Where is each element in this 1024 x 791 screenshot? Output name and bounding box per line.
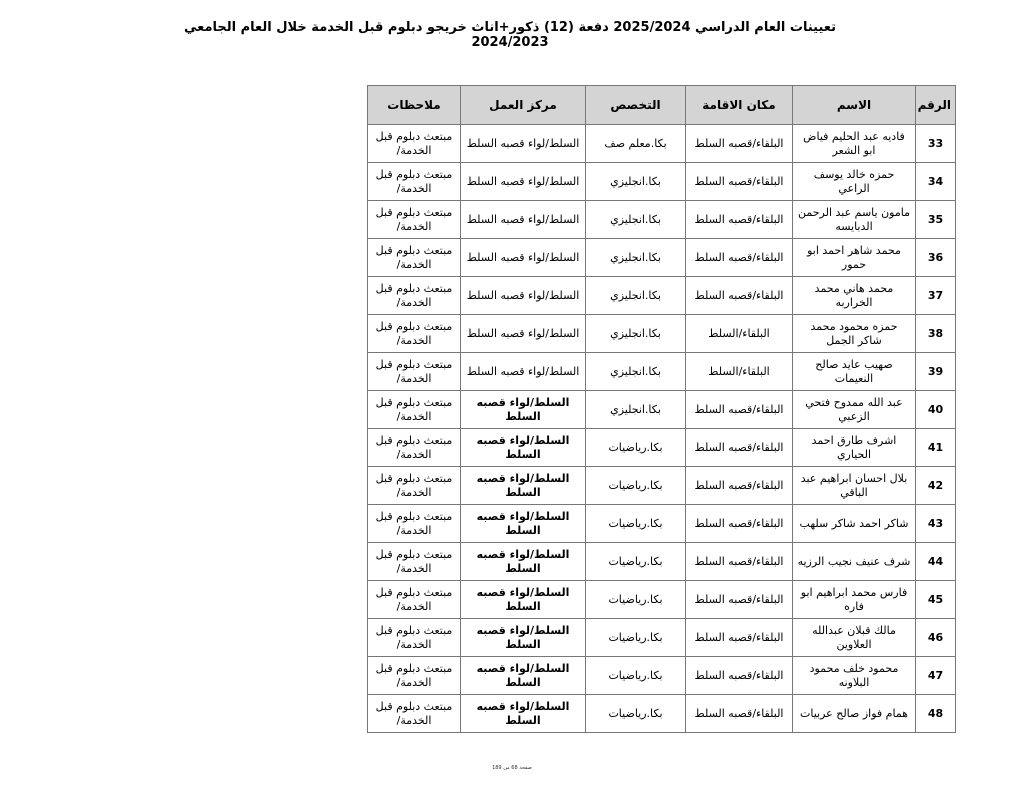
row-specialty: بكا.انجليزي	[586, 277, 686, 315]
row-number: 46	[916, 619, 956, 657]
row-name: عبد الله ممدوح فتحي الزعبي	[793, 391, 916, 429]
row-specialty: بكا.انجليزي	[586, 391, 686, 429]
row-specialty: بكا.انجليزي	[586, 163, 686, 201]
row-number: 47	[916, 657, 956, 695]
row-workplace: السلط/لواء قصبه السلط	[461, 581, 586, 619]
row-notes: مبتعث دبلوم قبل الخدمة/	[368, 429, 461, 467]
row-notes: مبتعث دبلوم قبل الخدمة/	[368, 695, 461, 733]
row-workplace: السلط/لواء قصبه السلط	[461, 163, 586, 201]
row-name: اشرف طارق احمد الحياري	[793, 429, 916, 467]
row-workplace: السلط/لواء قصبه السلط	[461, 201, 586, 239]
row-workplace: السلط/لواء قصبه السلط	[461, 125, 586, 163]
row-notes: مبتعث دبلوم قبل الخدمة/	[368, 619, 461, 657]
row-number: 40	[916, 391, 956, 429]
row-name: حمزه خالد يوسف الراعي	[793, 163, 916, 201]
row-notes: مبتعث دبلوم قبل الخدمة/	[368, 353, 461, 391]
row-name: صهيب عايد صالح النعيمات	[793, 353, 916, 391]
row-workplace: السلط/لواء قصبه السلط	[461, 277, 586, 315]
row-notes: مبتعث دبلوم قبل الخدمة/	[368, 391, 461, 429]
header-residence: مكان الاقامة	[686, 86, 793, 125]
row-notes: مبتعث دبلوم قبل الخدمة/	[368, 543, 461, 581]
row-specialty: بكا.انجليزي	[586, 315, 686, 353]
row-residence: البلقاء/قصبه السلط	[686, 125, 793, 163]
header-notes: ملاحظات	[368, 86, 461, 125]
row-number: 39	[916, 353, 956, 391]
row-residence: البلقاء/قصبه السلط	[686, 581, 793, 619]
row-specialty: بكا.انجليزي	[586, 201, 686, 239]
row-specialty: بكا.انجليزي	[586, 353, 686, 391]
row-residence: البلقاء/قصبه السلط	[686, 391, 793, 429]
row-notes: مبتعث دبلوم قبل الخدمة/	[368, 315, 461, 353]
table-row	[368, 657, 956, 695]
row-workplace: السلط/لواء قصبه السلط	[461, 353, 586, 391]
table-row	[368, 201, 956, 239]
row-residence: البلقاء/قصبه السلط	[686, 695, 793, 733]
row-name: مالك قبلان عبدالله العلاوين	[793, 619, 916, 657]
table-row	[368, 543, 956, 581]
header-workplace: مركز العمل	[461, 86, 586, 125]
table-row	[368, 353, 956, 391]
table-row	[368, 695, 956, 733]
row-specialty: بكا.رياضيات	[586, 429, 686, 467]
appointments-table	[367, 85, 956, 733]
row-specialty: بكا.رياضيات	[586, 543, 686, 581]
row-workplace: السلط/لواء قصبه السلط	[461, 543, 586, 581]
row-number: 35	[916, 201, 956, 239]
row-number: 45	[916, 581, 956, 619]
row-name: همام فواز صالح عربيات	[793, 695, 916, 733]
row-number: 37	[916, 277, 956, 315]
row-name: محمود خلف محمود البلاونه	[793, 657, 916, 695]
row-name: محمد شاهر احمد ابو حمور	[793, 239, 916, 277]
row-specialty: بكا.رياضيات	[586, 581, 686, 619]
row-number: 42	[916, 467, 956, 505]
row-name: شرف عنيف نجيب الرزيه	[793, 543, 916, 581]
row-workplace: السلط/لواء قصبه السلط	[461, 239, 586, 277]
table-row	[368, 277, 956, 315]
row-number: 38	[916, 315, 956, 353]
document-title: تعيينات العام الدراسي 2025/2024 دفعة (12) ذكور+اناث خريجو دبلوم قبل الخدمة خلال العام الجامعي 2024/2023	[184, 20, 836, 50]
row-residence: البلقاء/قصبه السلط	[686, 505, 793, 543]
row-workplace: السلط/لواء قصبه السلط	[461, 695, 586, 733]
table-row	[368, 391, 956, 429]
row-notes: مبتعث دبلوم قبل الخدمة/	[368, 657, 461, 695]
header-num: الرقم	[916, 86, 956, 125]
row-specialty: بكا.معلم صف	[586, 125, 686, 163]
row-name: فارس محمد ابراهيم ابو فاره	[793, 581, 916, 619]
row-residence: البلقاء/السلط	[686, 353, 793, 391]
row-residence: البلقاء/قصبه السلط	[686, 239, 793, 277]
row-residence: البلقاء/قصبه السلط	[686, 543, 793, 581]
table-row	[368, 619, 956, 657]
row-workplace: السلط/لواء قصبه السلط	[461, 391, 586, 429]
row-name: بلال احسان ابراهيم عبد الباقي	[793, 467, 916, 505]
header-name: الاسم	[793, 86, 916, 125]
row-workplace: السلط/لواء قصبه السلط	[461, 315, 586, 353]
row-residence: البلقاء/قصبه السلط	[686, 429, 793, 467]
row-name: حمزه محمود محمد شاكر الجمل	[793, 315, 916, 353]
row-residence: البلقاء/قصبه السلط	[686, 467, 793, 505]
row-residence: البلقاء/قصبه السلط	[686, 201, 793, 239]
row-specialty: بكا.رياضيات	[586, 467, 686, 505]
row-number: 43	[916, 505, 956, 543]
row-notes: مبتعث دبلوم قبل الخدمة/	[368, 239, 461, 277]
row-notes: مبتعث دبلوم قبل الخدمة/	[368, 467, 461, 505]
row-notes: مبتعث دبلوم قبل الخدمة/	[368, 125, 461, 163]
table-row	[368, 125, 956, 163]
row-notes: مبتعث دبلوم قبل الخدمة/	[368, 277, 461, 315]
table-row	[368, 581, 956, 619]
table-row	[368, 163, 956, 201]
row-specialty: بكا.رياضيات	[586, 657, 686, 695]
row-name: فاديه عبد الحليم فياض ابو الشعر	[793, 125, 916, 163]
row-name: شاكر احمد شاكر سلهب	[793, 505, 916, 543]
row-notes: مبتعث دبلوم قبل الخدمة/	[368, 505, 461, 543]
table-row	[368, 467, 956, 505]
row-residence: البلقاء/قصبه السلط	[686, 277, 793, 315]
row-number: 36	[916, 239, 956, 277]
row-specialty: بكا.انجليزي	[586, 239, 686, 277]
row-workplace: السلط/لواء قصبه السلط	[461, 657, 586, 695]
table-row	[368, 429, 956, 467]
row-notes: مبتعث دبلوم قبل الخدمة/	[368, 201, 461, 239]
row-number: 44	[916, 543, 956, 581]
row-specialty: بكا.رياضيات	[586, 695, 686, 733]
row-number: 34	[916, 163, 956, 201]
row-residence: البلقاء/قصبه السلط	[686, 619, 793, 657]
row-workplace: السلط/لواء قصبه السلط	[461, 619, 586, 657]
row-residence: البلقاء/قصبه السلط	[686, 657, 793, 695]
page-footer: صفحة 68 من 189	[492, 765, 532, 771]
row-name: مامون ياسم عبد الرحمن الدبايسه	[793, 201, 916, 239]
row-specialty: بكا.رياضيات	[586, 619, 686, 657]
row-notes: مبتعث دبلوم قبل الخدمة/	[368, 163, 461, 201]
row-notes: مبتعث دبلوم قبل الخدمة/	[368, 581, 461, 619]
row-specialty: بكا.رياضيات	[586, 505, 686, 543]
row-residence: البلقاء/قصبه السلط	[686, 163, 793, 201]
row-workplace: السلط/لواء قصبه السلط	[461, 467, 586, 505]
row-name: محمد هاني محمد الخراربه	[793, 277, 916, 315]
table-header-row	[368, 86, 956, 125]
row-number: 33	[916, 125, 956, 163]
table-row	[368, 315, 956, 353]
row-residence: البلقاء/السلط	[686, 315, 793, 353]
row-number: 41	[916, 429, 956, 467]
row-workplace: السلط/لواء قصبه السلط	[461, 429, 586, 467]
table-row	[368, 239, 956, 277]
row-number: 48	[916, 695, 956, 733]
header-specialty: التخصص	[586, 86, 686, 125]
table-row	[368, 505, 956, 543]
row-workplace: السلط/لواء قصبه السلط	[461, 505, 586, 543]
